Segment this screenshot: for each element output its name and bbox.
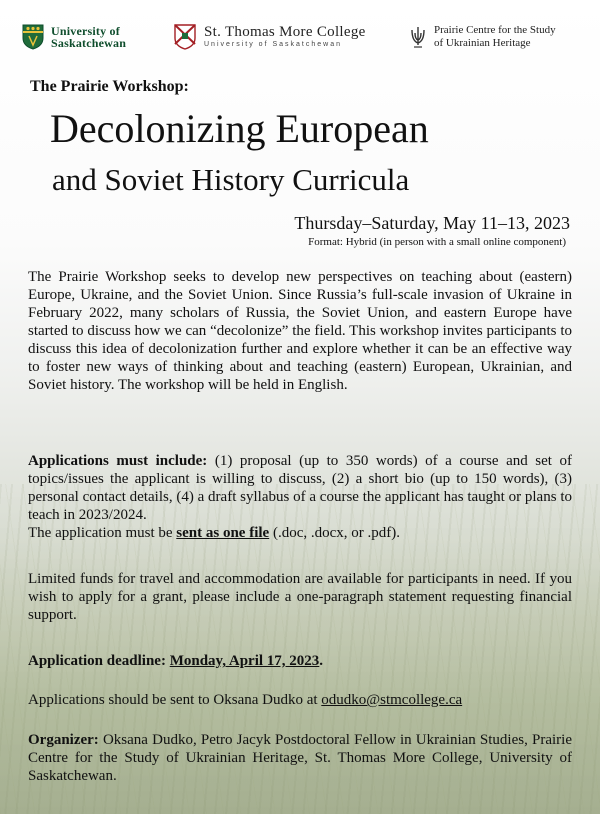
deadline-label: Application deadline:	[28, 653, 170, 669]
file-emphasis: sent as one file	[176, 525, 270, 541]
organizer-text: Oksana Dudko, Petro Jacyk Postdoctoral Fellow in Ukrainian Studies, Prairie Centre for the Study of Ukrainian Heritage, St. Thomas More College, University of Saskatchewan.	[28, 732, 572, 784]
pcuh-line1: Prairie Centre for the Study	[434, 24, 556, 36]
workshop-kicker: The Prairie Workshop:	[30, 78, 189, 95]
send-prefix: Applications should be sent to Oksana Dudko at	[28, 692, 322, 708]
pcuh-line2: of Ukrainian Heritage	[434, 37, 531, 49]
title-line-2: and Soviet History Curricula	[52, 162, 410, 197]
organizer-label: Organizer:	[28, 732, 99, 748]
usask-line2: Saskatchewan	[51, 36, 127, 50]
trident-icon	[408, 25, 428, 49]
logo-bar	[22, 24, 578, 60]
event-format: Format: Hybrid (in person with a small online component)	[308, 236, 566, 248]
stm-subtitle: University of Saskatchewan	[204, 41, 342, 48]
file-prefix: The application must be	[28, 525, 177, 541]
funds-paragraph: Limited funds for travel and accommodation are available for participants in need. If you wish to apply for a grant, please include a one-paragraph statement requesting financial support.	[28, 571, 572, 623]
pcuh-logo	[408, 24, 556, 50]
applications-label: Applications must include:	[28, 453, 208, 469]
applications-paragraph	[28, 452, 572, 542]
event-date: Thursday–Saturday, May 11–13, 2023	[294, 213, 570, 233]
usask-logo	[22, 24, 126, 50]
deadline-suffix: .	[319, 653, 324, 669]
deadline-date: Monday, April 17, 2023	[169, 653, 320, 669]
applications-text: (1) proposal (up to 350 words) of a course and set of topics/issues the applicant is willing to discuss, (2) a short bio (up to 150 words), (3) personal contact details, (4) a draft syllabus of a course the applicant has taught or plans to teach in 2023/2024.	[28, 453, 572, 523]
send-paragraph	[28, 691, 572, 709]
usask-shield-icon	[22, 24, 44, 50]
intro-paragraph: The Prairie Workshop seeks to develop new perspectives on teaching about (eastern) Europe, Ukraine, and the Soviet Union. Since Russia’s full-scale invasion of Ukraine in February 2022, many scholars of Russia, the Soviet Union, and eastern Europe have started to discuss how we can “decolonize” the field. This workshop invites participants to discuss this idea of decolonization further and explore whether it can be an effective way to foster new ways of thinking about and teaching (eastern) European, Ukrainian, and Soviet history. The workshop will be held in English.	[28, 269, 572, 393]
deadline-paragraph	[28, 652, 572, 670]
title-line-1: Decolonizing European	[50, 106, 429, 151]
file-suffix: (.doc, .docx, or .pdf).	[269, 525, 401, 541]
organizer-paragraph	[28, 731, 572, 785]
usask-line1: University of	[51, 24, 120, 38]
stm-logo	[174, 24, 366, 50]
email-link[interactable]: odudko@stmcollege.ca	[321, 692, 463, 708]
stm-shield-icon	[174, 24, 196, 50]
stm-name: St. Thomas More College	[204, 24, 366, 40]
